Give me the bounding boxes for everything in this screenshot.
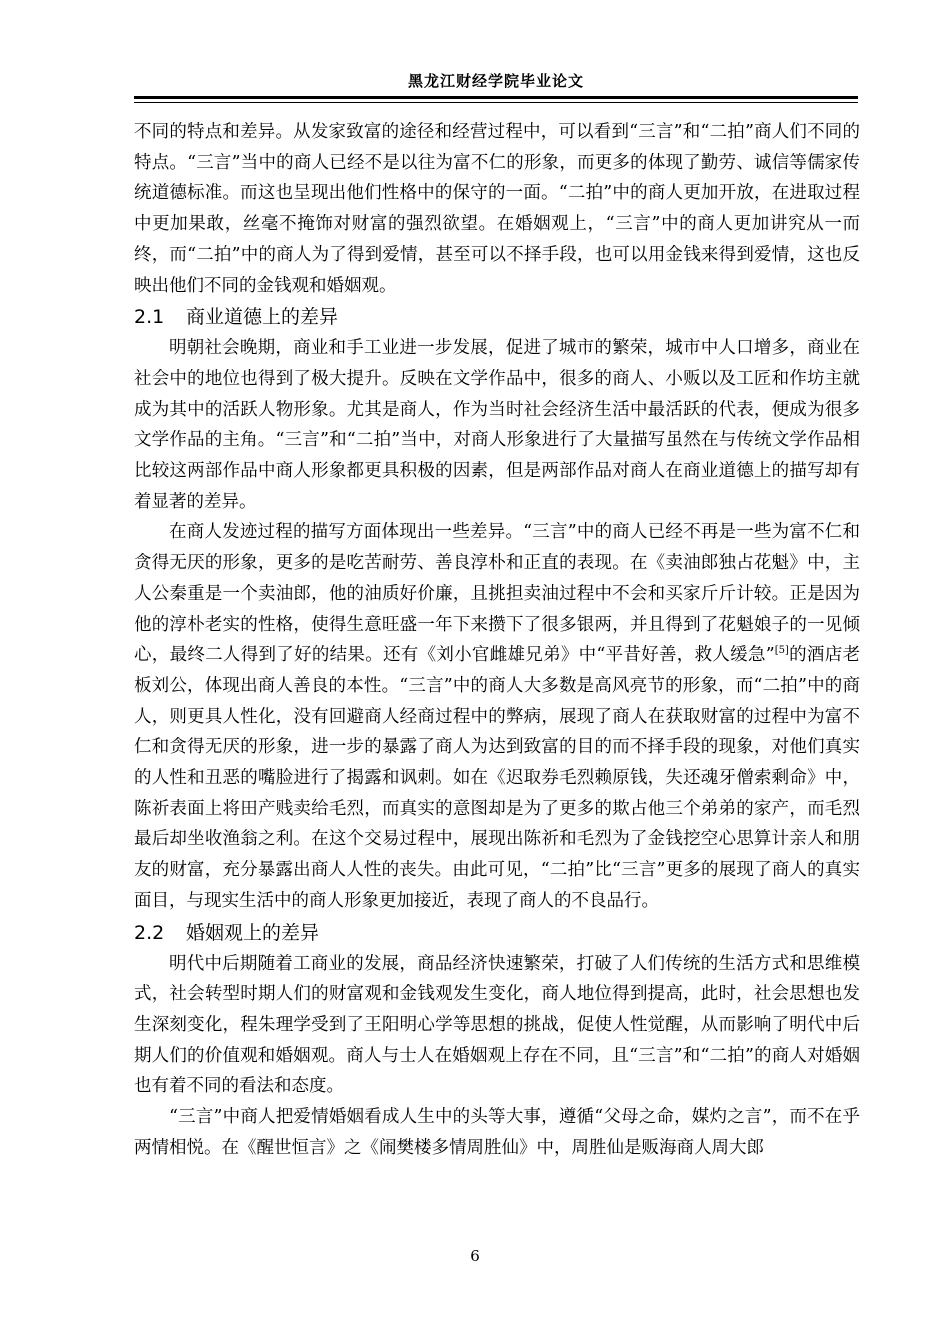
header-rule-thin [134,102,858,103]
section-title: 商业道德上的差异 [186,306,339,329]
section-heading-2-1 [134,301,860,333]
page-number: 6 [470,1247,480,1265]
text-run: 的酒店老板刘公，体现出商人善良的本性。“三言”中的商人大多数是高风亮节的形象，而“二拍”中的商人，则更具人性化，没有回避商人经商过程中的弊病，展现了商人在获取财富的过程中为富不仁和贪得无厌的形象，进一步的暴露了商人为达到致富的目的而不择手段的现象，对他们真实的人性和丑恶的嘴脸进行了揭露和讽刺。如在《迟取券毛烈赖原钱，失还魂牙僧索剩命》中，陈祈表面上将田产贱卖给毛烈，而真实的意图却是为了更多的欺占他三个弟弟的家产，而毛烈最后却坐收渔翁之利。在这个交易过程中，展现出陈祈和毛烈为了金钱挖空心思算计亲人和朋友的财富，充分暴露出商人人性的丧失。由此可见，“二拍”比“三言”更多的展现了商人的真实面目，与现实生活中的商人形象更加接近，表现了商人的不良品行。 [134,645,861,911]
citation-ref: [5] [774,645,789,657]
section-heading-2-2 [134,917,860,949]
section-title: 婚姻观上的差异 [186,921,320,944]
paragraph-commerce-2 [134,517,860,916]
paragraph-marriage-2: “三言”中商人把爱情婚姻看成人生中的头等大事，遵循“父母之命，媒灼之言”，而不在乎两情相悦。在《醒世恒言》之《闹樊楼多情周胜仙》中，周胜仙是贩海商人周大郎 [134,1107,860,1158]
section-number: 2.1 [134,306,165,329]
text-run: 在商人发迹过程的描写方面体现出一些差异。“三言”中的商人已经不再是一些为富不仁和贪得无厌的形象，更多的是吃苦耐劳、善良淳朴和正直的表现。在《卖油郎独占花魁》中，主人公秦重是一个卖油郎，他的油质好价廉，且挑担卖油过程中不会和买家斤斤计较。正是因为他的淳朴老实的性格，使得生意旺盛一年下来攒下了很多银两，并且得到了花魁娘子的一见倾心，最终二人得到了好的结果。还有《刘小官雌雄兄弟》中“平昔好善，救人缓急” [134,522,860,666]
page-body [134,117,860,1164]
paragraph-commerce-1: 明朝社会晚期，商业和手工业进一步发展，促进了城市的繁荣，城市中人口增多，商业在社会中的地位也得到了极大提升。反映在文学作品中，很多的商人、小贩以及工匠和作坊主就成为其中的活跃人物形象。尤其是商人，作为当时社会经济生活中最活跃的代表，便成为很多文学作品的主角。“三言”和“二拍”当中，对商人形象进行了大量描写虽然在与传统文学作品相比较这两部作品中商人形象都更具积极的因素，但是两部作品对商人在商业道德上的描写却有着显著的差异。 [134,338,860,512]
paragraph-intro: 不同的特点和差异。从发家致富的途径和经营过程中，可以看到“三言”和“二拍”商人们不同的特点。“三言”当中的商人已经不是以往为富不仁的形象，而更多的体现了勤劳、诚信等儒家传统道德标准。而这也呈现出他们性格中的保守的一面。“二拍”中的商人更加开放，在进取过程中更加果敢，丝毫不掩饰对财富的强烈欲望。在婚姻观上，“三言”中的商人更加讲究从一而终，而“二拍”中的商人为了得到爱情，甚至可以不择手段，也可以用金钱来得到爱情，这也反映出他们不同的金钱观和婚姻观。 [134,122,860,296]
section-number: 2.2 [134,921,165,944]
header-rule-thick [134,96,858,99]
running-header: 黑龙江财经学院毕业论文 [407,72,584,90]
paragraph-marriage-1: 明代中后期随着工商业的发展，商品经济快速繁荣，打破了人们传统的生活方式和思维模式，社会转型时期人们的财富观和金钱观发生变化，商人地位得到提高，此时，社会思想也发生深刻变化，程朱理学受到了王阳明心学等思想的挑战，促使人性觉醒，从而影响了明代中后期人们的价值观和婚姻观。商人与士人在婚姻观上存在不同，且“三言”和“二拍”的商人对婚姻也有着不同的看法和态度。 [134,953,860,1097]
